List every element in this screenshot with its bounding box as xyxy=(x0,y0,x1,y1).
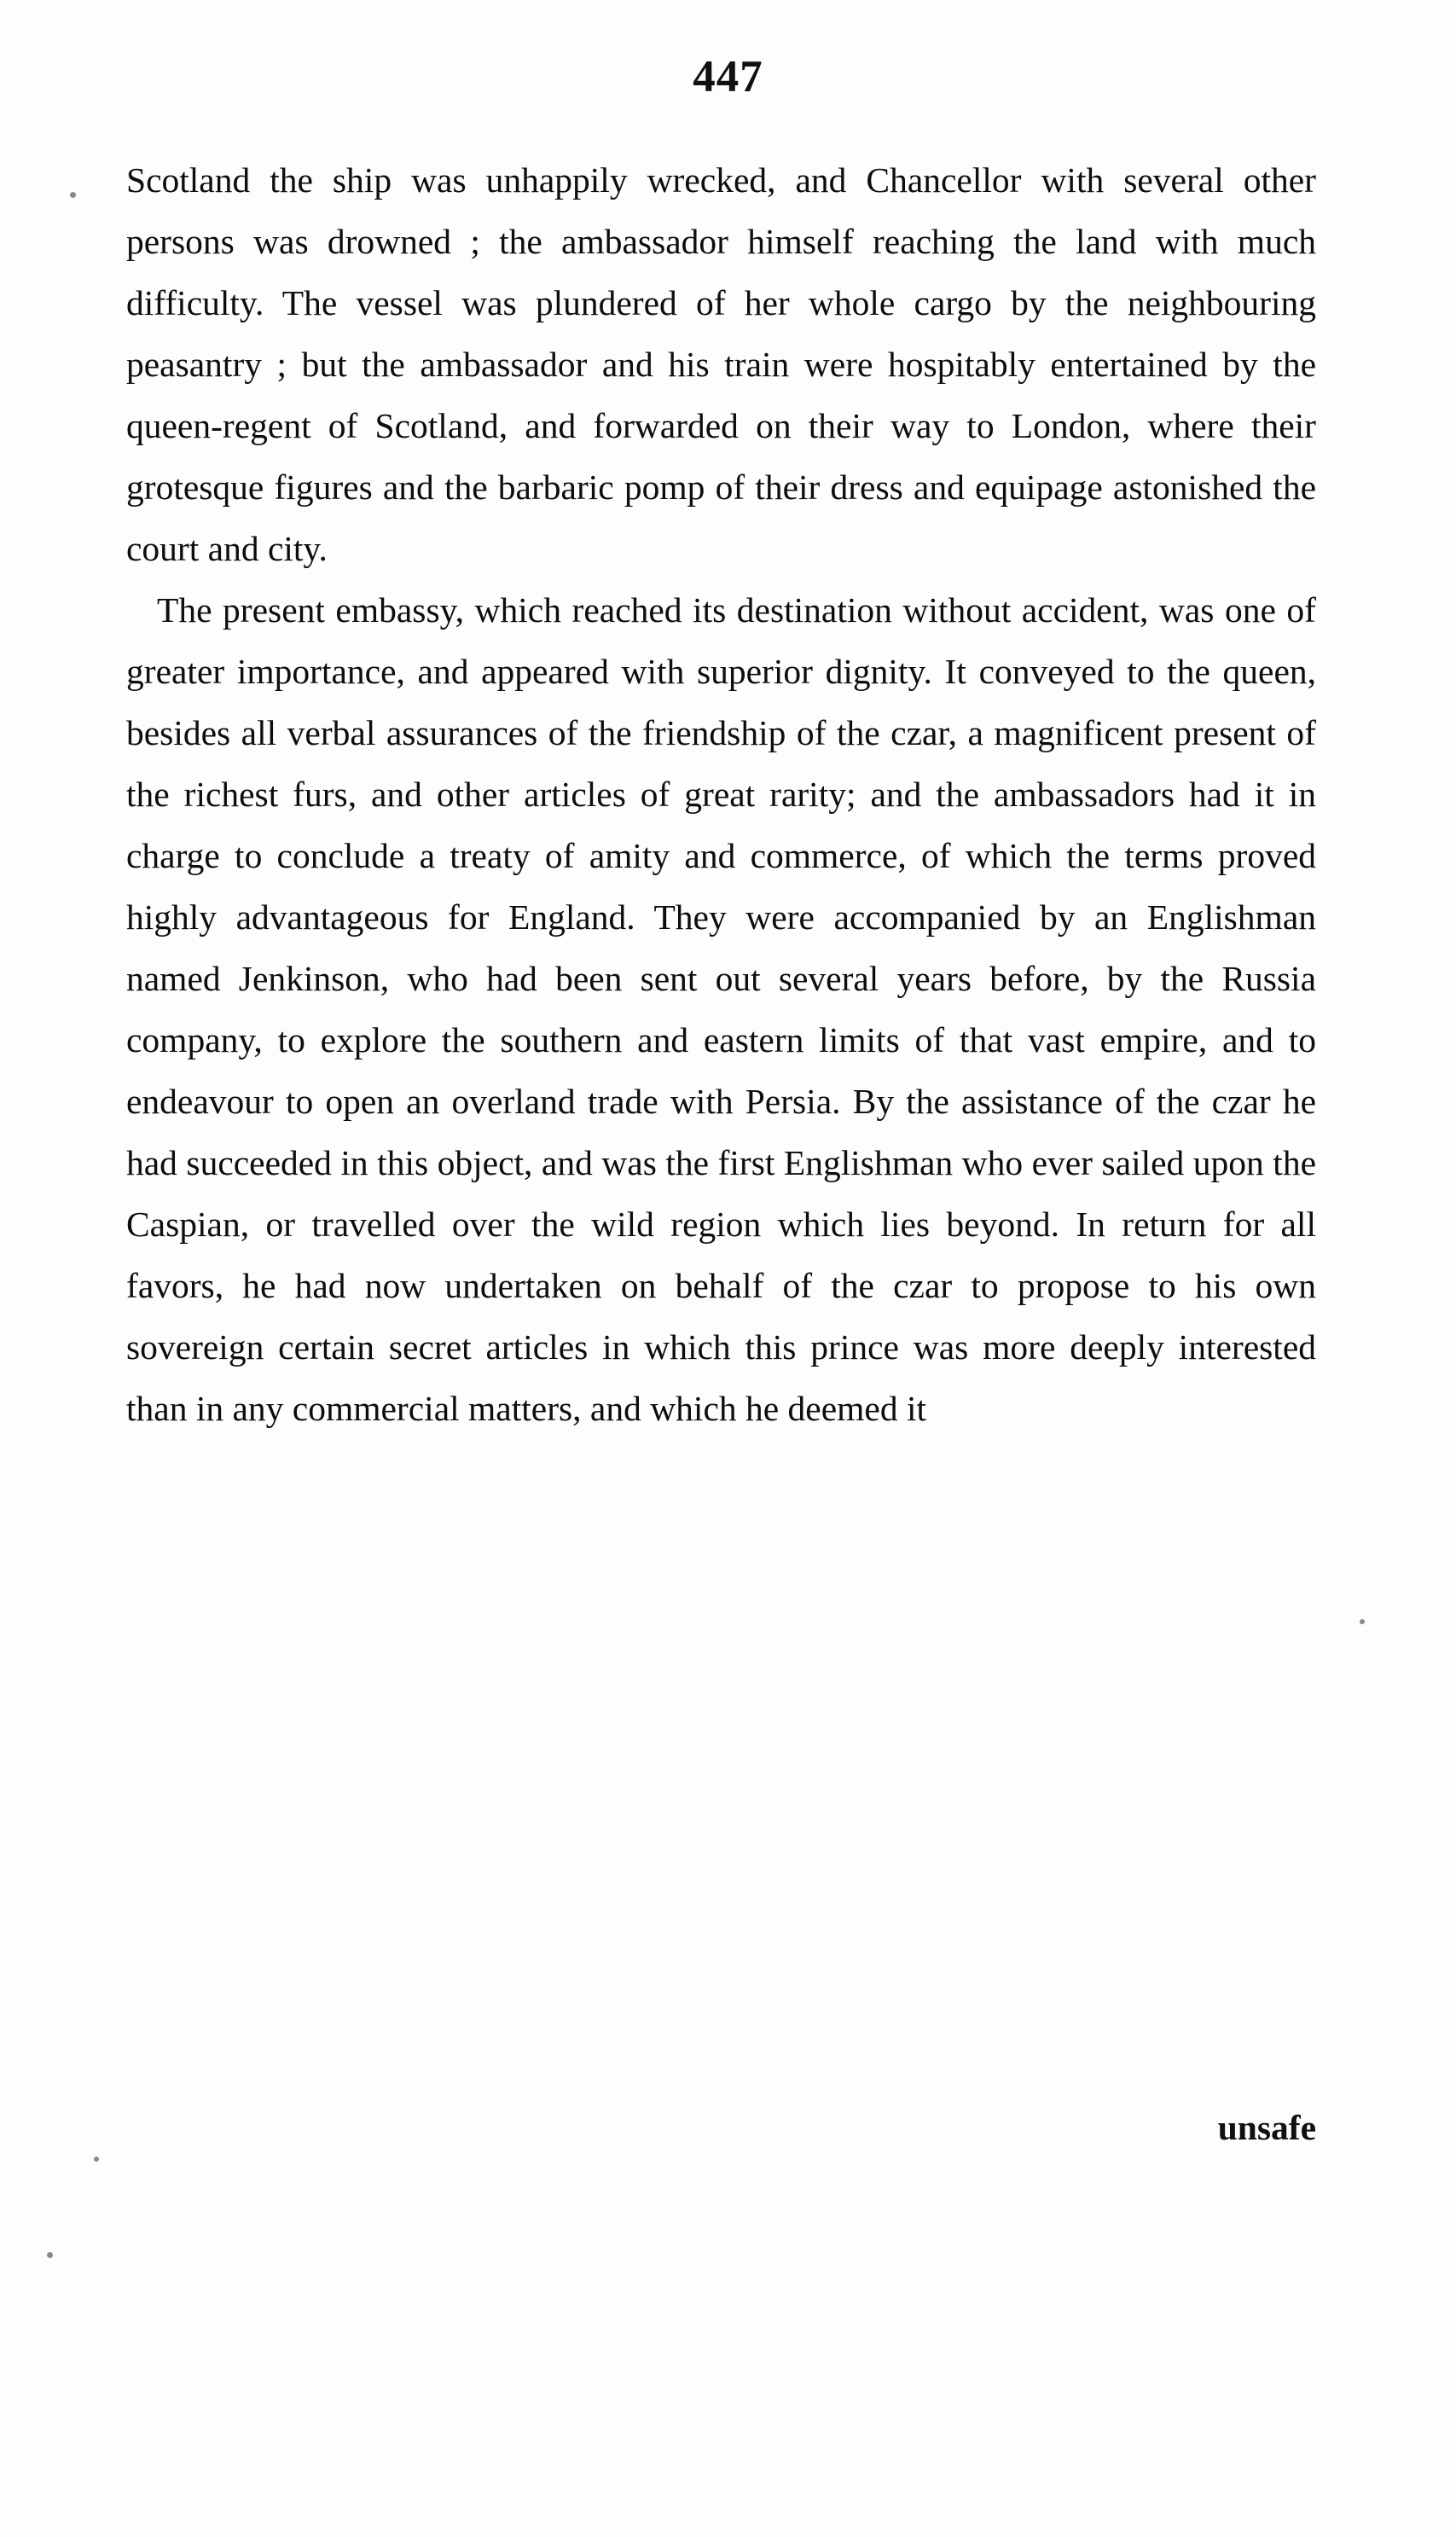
print-speck xyxy=(1360,1619,1365,1624)
paragraph: The present embassy, which reached its destination without accident, was one of greater importance, and appeared with superior dignity. It conveyed to the queen, besides all verbal assurances of the friendship of the czar, a magnificent present of the richest furs, and other articles of great rarity; and the ambassadors had it in charge to conclude a treaty of amity and commerce, of which the terms proved highly advantageous for England. They were accompanied by an Englishman named Jenkinson, who had been sent out several years before, by the Russia company, to explore the southern and eastern limits of that vast empire, and to endeavour to open an overland trade with Persia. By the assistance of the czar he had succeeded in this object, and was the first Englishman who ever sailed upon the Caspian, or travelled over the wild region which lies beyond. In return for all favors, he had now undertaken on behalf of the czar to propose to his own sovereign certain secret articles in which this prince was more deeply interested than in any commercial matters, and which he deemed it xyxy=(126,590,1316,1428)
page-body xyxy=(126,149,1316,1439)
paragraph: Scotland the ship was unhappily wrecked, and Chancellor with several other persons was drowned ; the ambassador himself reaching the land with much difficulty. The vessel was plundered of her whole cargo by the neighbouring peasantry ; but the ambassador and his train were hospitably entertained by the queen-regent of Scotland, and forwarded on their way to London, where their grotesque figures and the barbaric pomp of their dress and equipage astonished the court and city. xyxy=(126,160,1316,568)
print-speck xyxy=(94,2157,99,2162)
print-speck xyxy=(70,192,76,198)
catchword: unsafe xyxy=(1217,2108,1316,2147)
print-speck xyxy=(47,2252,53,2258)
page-number: 447 xyxy=(693,52,763,102)
